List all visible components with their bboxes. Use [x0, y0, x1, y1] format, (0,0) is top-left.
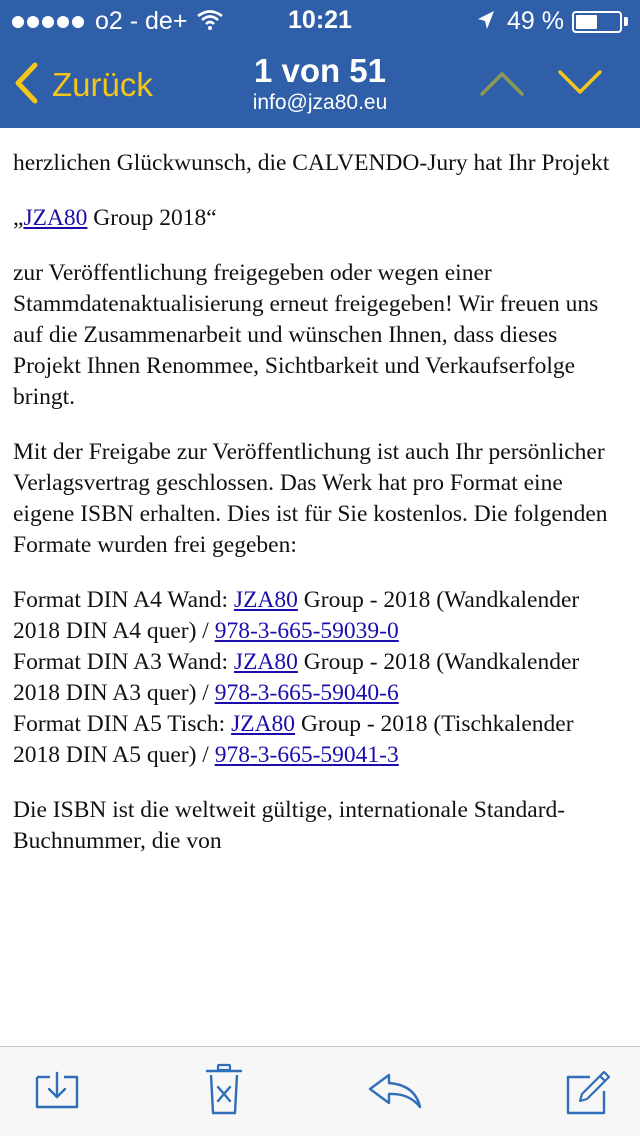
reply-button[interactable]	[367, 1071, 423, 1116]
battery-fill	[576, 15, 597, 29]
chevron-down-icon	[556, 85, 604, 102]
email-paragraph: Mit der Freigabe zur Veröffentlichung ist auch Ihr persönlicher Verlagsvertrag geschlossen. Das Werk hat pro Format eine eigene ISBN erhalten. Dies ist für Sie kostenlos. Die folgenden Formate wurden frei gegeben:	[13, 439, 608, 558]
location-arrow-icon	[477, 8, 495, 37]
format-prefix: Format DIN A4 Wand:	[13, 587, 234, 613]
battery-icon	[572, 11, 622, 33]
reply-icon	[367, 1098, 423, 1115]
jza80-link[interactable]: JZA80	[233, 587, 298, 613]
isbn-link[interactable]: 978-3-665-59040-6	[214, 680, 399, 706]
format-prefix: Format DIN A3 Wand:	[13, 649, 234, 675]
back-button[interactable]	[14, 62, 153, 108]
bottom-toolbar	[0, 1046, 640, 1136]
header	[0, 0, 640, 128]
status-bar	[0, 0, 640, 40]
carrier-name: o2 - de+	[95, 7, 188, 35]
status-right	[477, 6, 628, 37]
jza80-link[interactable]: JZA80	[231, 711, 296, 737]
status-time: 10:21	[288, 6, 352, 34]
email-body[interactable]	[13, 132, 623, 1044]
chevron-left-icon	[14, 62, 38, 109]
format-item	[13, 711, 574, 768]
email-paragraph: herzlichen Glückwunsch, die CALVENDO-Jury hat Ihr Projekt	[13, 150, 610, 176]
format-description: Group - 2018 (Tischkalender 2018 DIN A5 quer) /	[13, 711, 574, 768]
email-paragraph: zur Veröffentlichung freigegeben oder wegen einer Stammdatenaktualisierung erneut freigegeben! Wir freuen uns auf die Zusammenarbeit und wünschen Ihnen, dass dieses Projekt Ihnen Renommee, Sichtbarkeit und Verkaufserfolge bringt.	[13, 260, 599, 410]
format-description: Group - 2018 (Wandkalender 2018 DIN A3 quer) /	[13, 649, 580, 706]
trash-icon	[205, 1104, 243, 1121]
previous-message-button[interactable]	[478, 68, 526, 103]
battery-tip	[624, 17, 628, 26]
folder-move-icon	[34, 1098, 80, 1115]
format-item	[13, 649, 579, 706]
move-to-folder-button[interactable]	[34, 1067, 80, 1116]
isbn-link[interactable]: 978-3-665-59041-3	[214, 742, 399, 768]
compose-button[interactable]	[564, 1069, 612, 1122]
sender-address: info@jza80.eu	[252, 91, 388, 114]
project-link[interactable]: JZA80	[23, 205, 88, 231]
project-title-rest: Group 2018“	[87, 205, 217, 231]
nav-bar	[0, 40, 640, 128]
message-counter: 1 von 51	[253, 52, 387, 89]
isbn-link[interactable]: 978-3-665-59039-0	[214, 618, 399, 644]
format-prefix: Format DIN A5 Tisch:	[13, 711, 232, 737]
project-title-line	[13, 203, 623, 234]
format-list	[13, 585, 623, 771]
format-item	[13, 587, 579, 644]
battery-percent: 49 %	[507, 7, 564, 35]
back-label: Zurück	[52, 66, 153, 103]
format-description: Group - 2018 (Wandkalender 2018 DIN A4 quer) /	[13, 587, 580, 644]
jza80-link[interactable]: JZA80	[233, 649, 298, 675]
compose-icon	[564, 1104, 612, 1121]
delete-button[interactable]	[205, 1063, 243, 1122]
chevron-up-icon	[478, 85, 526, 102]
open-quote: „	[13, 205, 24, 231]
next-message-button[interactable]	[556, 68, 604, 103]
email-paragraph: Die ISBN ist die weltweit gültige, internationale Standard-Buchnummer, die von	[13, 797, 566, 854]
